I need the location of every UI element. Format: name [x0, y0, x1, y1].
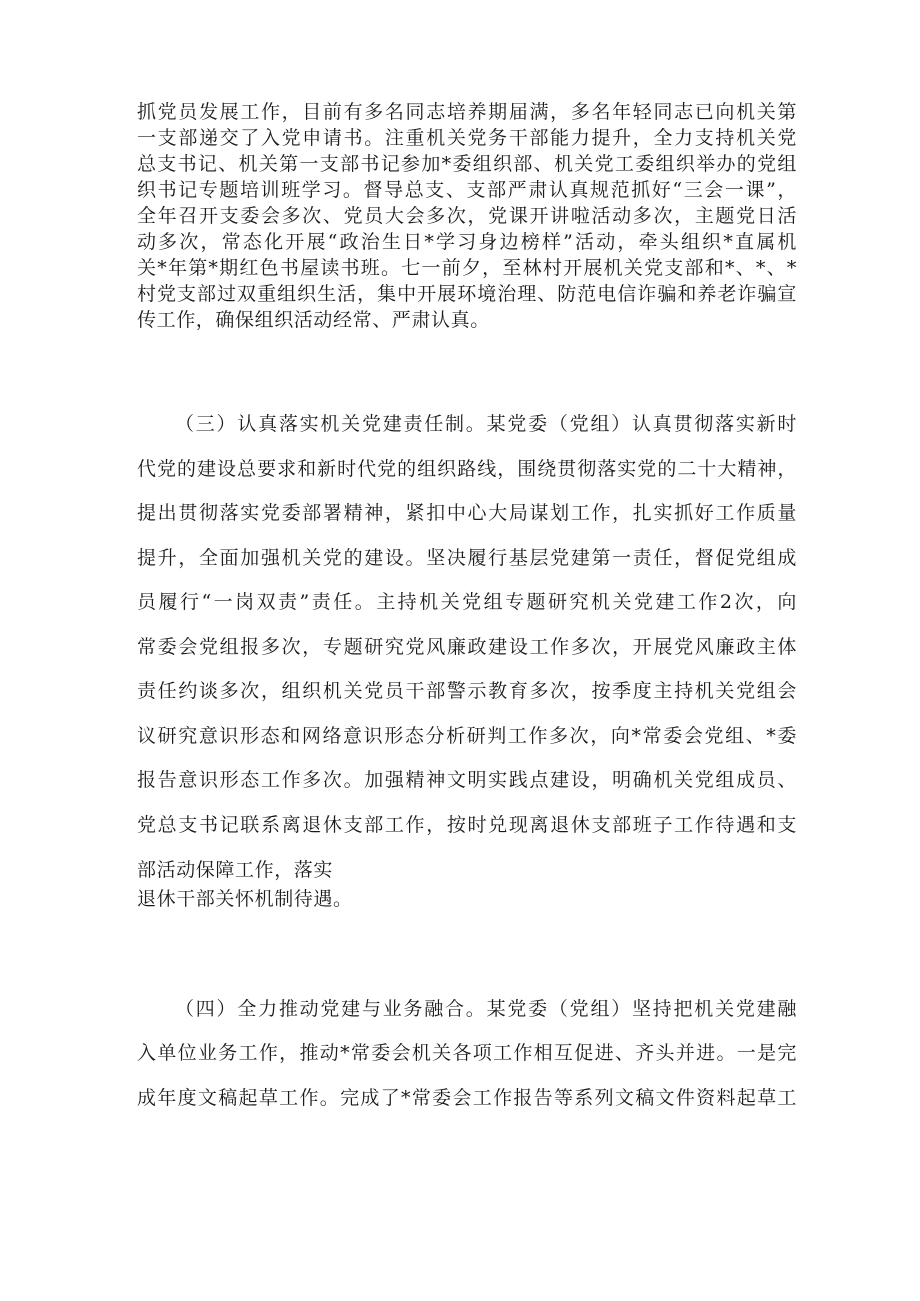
paragraph-1-line: 一支部递交了入党申请书。注重机关党务干部能力提升，全力支持机关党 — [137, 127, 797, 149]
paragraph-2-line: 责任约谈多次，组织机关党员干部警示教育多次，按季度主持机关党组会 — [137, 680, 797, 702]
paragraph-3-line: 成年度文稿起草工作。完成了*常委会工作报告等系列文稿文件资料起草工 — [137, 1087, 797, 1109]
paragraph-3-line: 入单位业务工作，推动*常委会机关各项工作相互促进、齐头并进。一是完 — [137, 1042, 797, 1064]
paragraph-3-line: （四）全力推动党建与业务融合。某党委（党组）坚持把机关党建融 — [175, 998, 797, 1020]
paragraph-2-line: 议研究意识形态和网络意识形态分析研判工作多次，向*常委会党组、*委 — [137, 725, 797, 747]
paragraph-2-line: 代党的建设总要求和新时代党的组织路线，围绕贯彻落实党的二十大精神， — [137, 458, 797, 480]
paragraph-2-line: 常委会党组报多次，专题研究党风廉政建设工作多次，开展党风廉政主体 — [137, 636, 797, 658]
paragraph-1-line: 村党支部过双重组织生活，集中开展环境治理、防范电信诈骗和养老诈骗宣 — [137, 283, 797, 305]
paragraph-2-line: 部活动保障工作，落实 — [137, 859, 334, 881]
paragraph-1-line: 全年召开支委会多次、党员大会多次，党课开讲啦活动多次，主题党日活 — [137, 205, 797, 227]
paragraph-2-line: （三）认真落实机关党建责任制。某党委（党组）认真贯彻落实新时 — [175, 413, 797, 435]
paragraph-1-line: 织书记专题培训班学习。督导总支、支部严肃认真规范抓好“三会一课”， — [137, 179, 797, 201]
paragraph-1-line: 传工作，确保组织活动经常、严肃认真。 — [137, 309, 490, 331]
paragraph-2-line: 党总支书记联系离退休支部工作，按时兑现离退休支部班子工作待遇和支 — [137, 814, 797, 836]
paragraph-1-line: 关*年第*期红色书屋读书班。七一前夕，至林村开展机关党支部和*、*、* — [137, 257, 797, 279]
paragraph-1-line: 抓党员发展工作，目前有多名同志培养期届满，多名年轻同志已向机关第 — [137, 101, 797, 123]
paragraph-1-line: 动多次，常态化开展“政治生日*学习身边榜样”活动，牵头组织*直属机 — [137, 231, 797, 253]
paragraph-1-line: 总支书记、机关第一支部书记参加*委组织部、机关党工委组织举办的党组 — [137, 153, 797, 175]
paragraph-2-line: 员履行“一岗双责”责任。主持机关党组专题研究机关党建工作2次，向 — [137, 591, 797, 613]
paragraph-2-line: 退休干部关怀机制待遇。 — [137, 888, 353, 910]
paragraph-2-line: 提升，全面加强机关党的建设。坚决履行基层党建第一责任，督促党组成 — [137, 547, 797, 569]
paragraph-2-line: 提出贯彻落实党委部署精神，紧扣中心大局谋划工作，扎实抓好工作质量 — [137, 502, 797, 524]
paragraph-2-line: 报告意识形态工作多次。加强精神文明实践点建设，明确机关党组成员、 — [137, 769, 797, 791]
